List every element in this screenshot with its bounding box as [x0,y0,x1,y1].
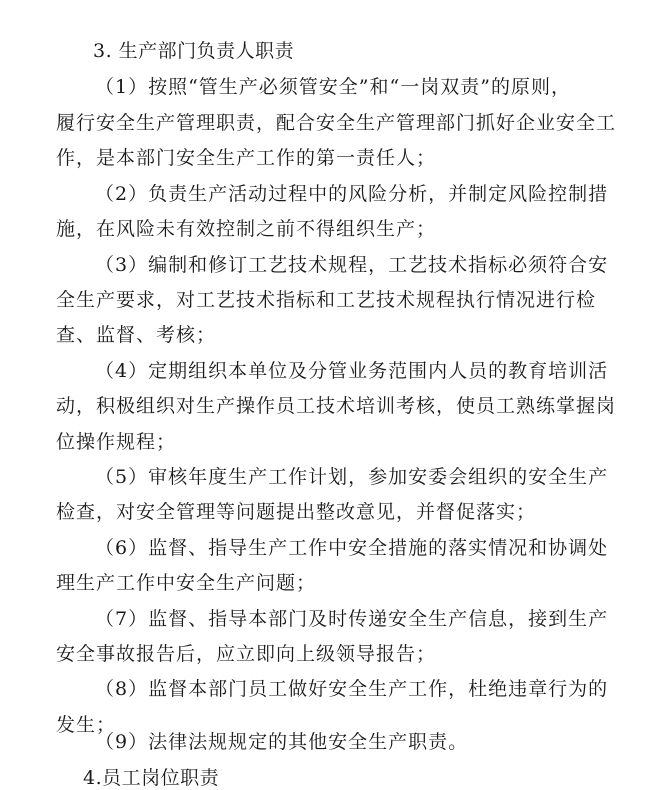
paragraph-line: 检查，对安全管理等问题提出整改意见，并督促落实； [56,501,537,523]
paragraph-line: 施，在风险未有效控制之前不得组织生产； [56,218,437,240]
paragraph-line: （6）监督、指导生产工作中安全措施的落实情况和协调处 [95,537,609,559]
paragraph-line: （5）审核年度生产工作计划，参加安委会组织的安全生产 [95,466,609,488]
section-heading-4: 4.员工岗位职责 [83,767,220,789]
paragraph-line: 位操作规程； [56,431,177,453]
paragraph-line: （8）监督本部门员工做好安全生产工作，杜绝违章行为的 [95,678,609,700]
paragraph-line: （9）法律法规规定的其他安全生产职责。 [95,731,469,753]
paragraph-line: （3）编制和修订工艺技术规程，工艺技术指标必须符合安 [95,254,609,276]
paragraph-line: 发生； [56,714,117,736]
paragraph-line: 动，积极组织对生产操作员工技术培训考核，使员工熟练掌握岗 [56,395,617,417]
paragraph-line: 安全事故报告后，应立即向上级领导报告； [56,643,437,665]
paragraph-line: （7）监督、指导本部门及时传递安全生产信息，接到生产 [95,608,609,630]
section-heading-3: 3. 生产部门负责人职责 [93,40,295,62]
paragraph-line: （4）定期组织本单位及分管业务范围内人员的教育培训活 [95,360,609,382]
paragraph-line: 全生产要求，对工艺技术指标和工艺技术规程执行情况进行检 [56,289,597,311]
paragraph-line: 查、监督、考核； [56,324,217,346]
paragraph-line: 履行安全生产管理职责，配合安全生产管理部门抓好企业安全工 [56,112,617,134]
paragraph-line: （2）负责生产活动过程中的风险分析，并制定风险控制措 [95,183,609,205]
paragraph-line: 理生产工作中安全生产问题； [56,572,317,594]
paragraph-line: 作，是本部门安全生产工作的第一责任人； [56,147,437,169]
paragraph-line: （1）按照“管生产必须管安全”和“一岗双责”的原则， [95,76,571,98]
